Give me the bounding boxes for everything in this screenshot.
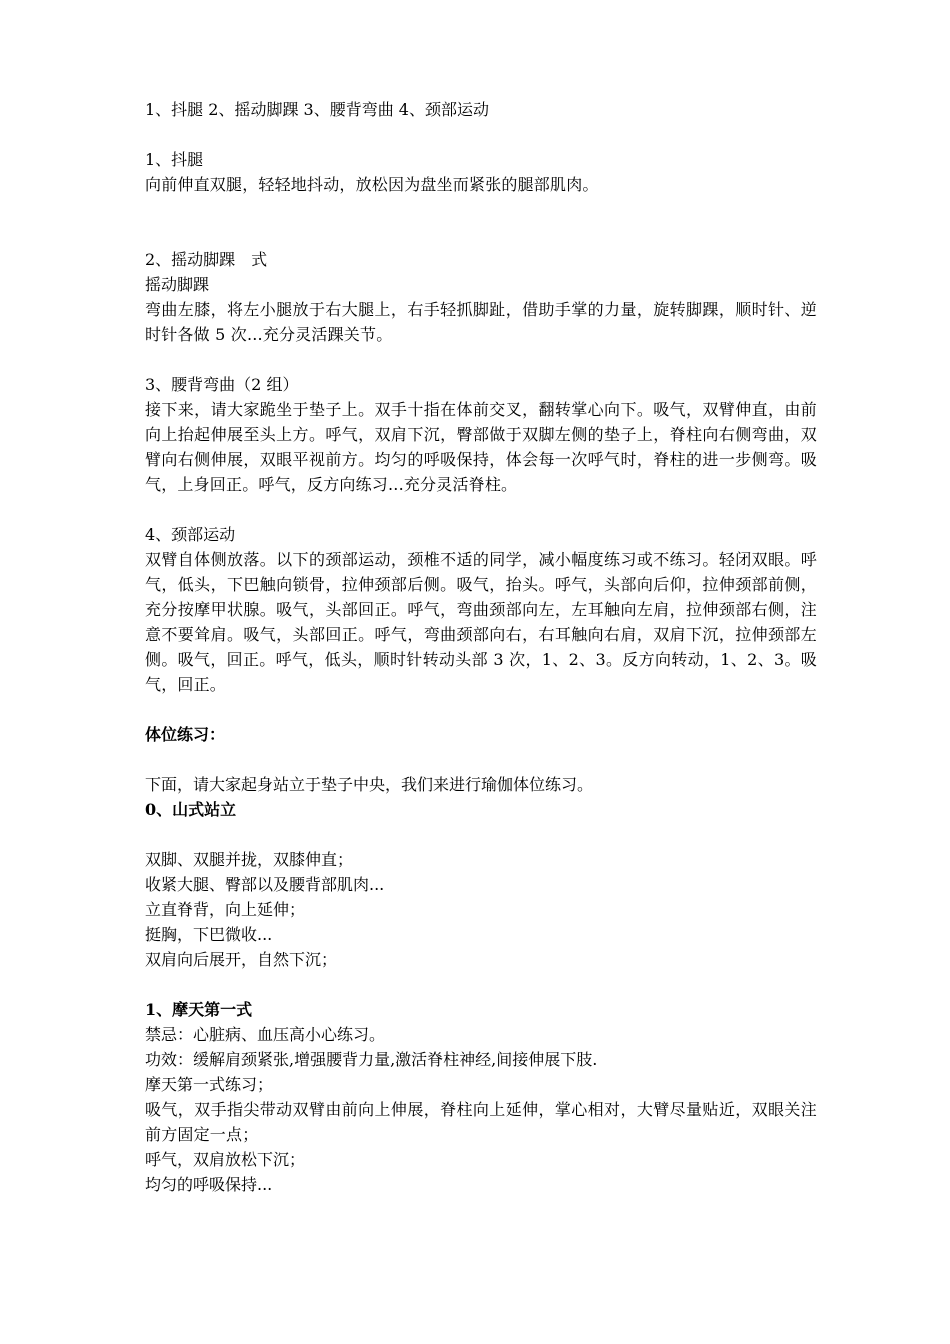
spacer — [145, 697, 817, 722]
motian-step-1: 吸气，双手指尖带动双臂由前向上伸展，脊柱向上延伸，掌心相对，大臂尽量贴近，双眼关注前方固定一点； — [145, 1100, 817, 1144]
spacer — [145, 972, 817, 997]
section-3-text: 接下来，请大家跪坐于垫子上。双手十指在体前交叉，翻转掌心向下。吸气，双臂伸直，由前向上抬起伸展至头上方。呼气，双肩下沉，臀部做于双脚左侧的垫子上，脊柱向右侧弯曲，双臂向右侧伸展，双眼平视前方。均匀的呼吸保持，体会每一次呼气时，脊柱的进一步侧弯。吸气，上身回正。呼气，反方向练习...充分灵活脊柱。 — [145, 400, 817, 494]
section-2-title: 2、摇动脚踝 式 — [145, 250, 268, 269]
spacer — [145, 197, 817, 222]
overview-line: 1、抖腿 2、摇动脚踝 3、腰背弯曲 4、颈部运动 — [145, 100, 489, 119]
section-4-title: 4、颈部运动 — [145, 525, 236, 544]
spacer — [145, 822, 817, 847]
posture-intro: 下面，请大家起身站立于垫子中央，我们来进行瑜伽体位练习。 — [145, 775, 594, 794]
mountain-pose-line: 收紧大腿、臀部以及腰背部肌肉... — [145, 875, 385, 894]
motian-step-3: 均匀的呼吸保持... — [145, 1175, 273, 1194]
motian-practice-label: 摩天第一式练习； — [145, 1075, 274, 1094]
section-1-title: 1、抖腿 — [145, 150, 204, 169]
mountain-pose-line: 立直脊背，向上延伸； — [145, 900, 306, 919]
spacer — [145, 347, 817, 372]
mountain-pose-line: 双肩向后展开，自然下沉； — [145, 950, 338, 969]
mountain-pose-line: 挺胸，下巴微收... — [145, 925, 273, 944]
section-4-text: 双臂自体侧放落。以下的颈部运动，颈椎不适的同学，减小幅度练习或不练习。轻闭双眼。呼气，低头，下巴触向锁骨，拉伸颈部后侧。吸气，抬头。呼气，头部向后仰，拉伸颈部前侧，充分按摩甲状腺。吸气，头部回正。呼气，弯曲颈部向左，左耳触向左肩，拉伸颈部右侧，注意不要耸肩。吸气，头部回正。呼气，弯曲颈部向右，右耳触向右肩，双肩下沉，拉伸颈部左侧。吸气，回正。呼气，低头，顺时针转动头部 3 次，1、2、3。反方向转动，1、2、3。吸气，回正。 — [145, 550, 817, 694]
section-2-subtitle: 摇动脚踝 — [145, 275, 210, 294]
spacer — [145, 747, 817, 772]
motian-contraindications: 禁忌：心脏病、血压高小心练习。 — [145, 1025, 386, 1044]
section-3-title: 3、腰背弯曲（2 组） — [145, 375, 299, 394]
spacer — [145, 122, 817, 147]
spacer — [145, 222, 817, 247]
mountain-pose-title: 0、山式站立 — [145, 800, 237, 819]
mountain-pose-line: 双脚、双腿并拢，双膝伸直； — [145, 850, 354, 869]
document-page — [145, 97, 817, 1197]
section-2-text: 弯曲左膝，将左小腿放于右大腿上，右手轻抓脚趾，借助手掌的力量，旋转脚踝，顺时针、逆时针各做 5 次...充分灵活踝关节。 — [145, 300, 817, 344]
motian-step-2: 呼气，双肩放松下沉； — [145, 1150, 306, 1169]
motian-effects: 功效：缓解肩颈紧张,增强腰背力量,激活脊柱神经,间接伸展下肢. — [145, 1050, 598, 1069]
posture-heading: 体位练习： — [145, 725, 226, 744]
section-1-text: 向前伸直双腿，轻轻地抖动，放松因为盘坐而紧张的腿部肌肉。 — [145, 175, 599, 194]
spacer — [145, 497, 817, 522]
motian-pose-title: 1、摩天第一式 — [145, 1000, 253, 1019]
